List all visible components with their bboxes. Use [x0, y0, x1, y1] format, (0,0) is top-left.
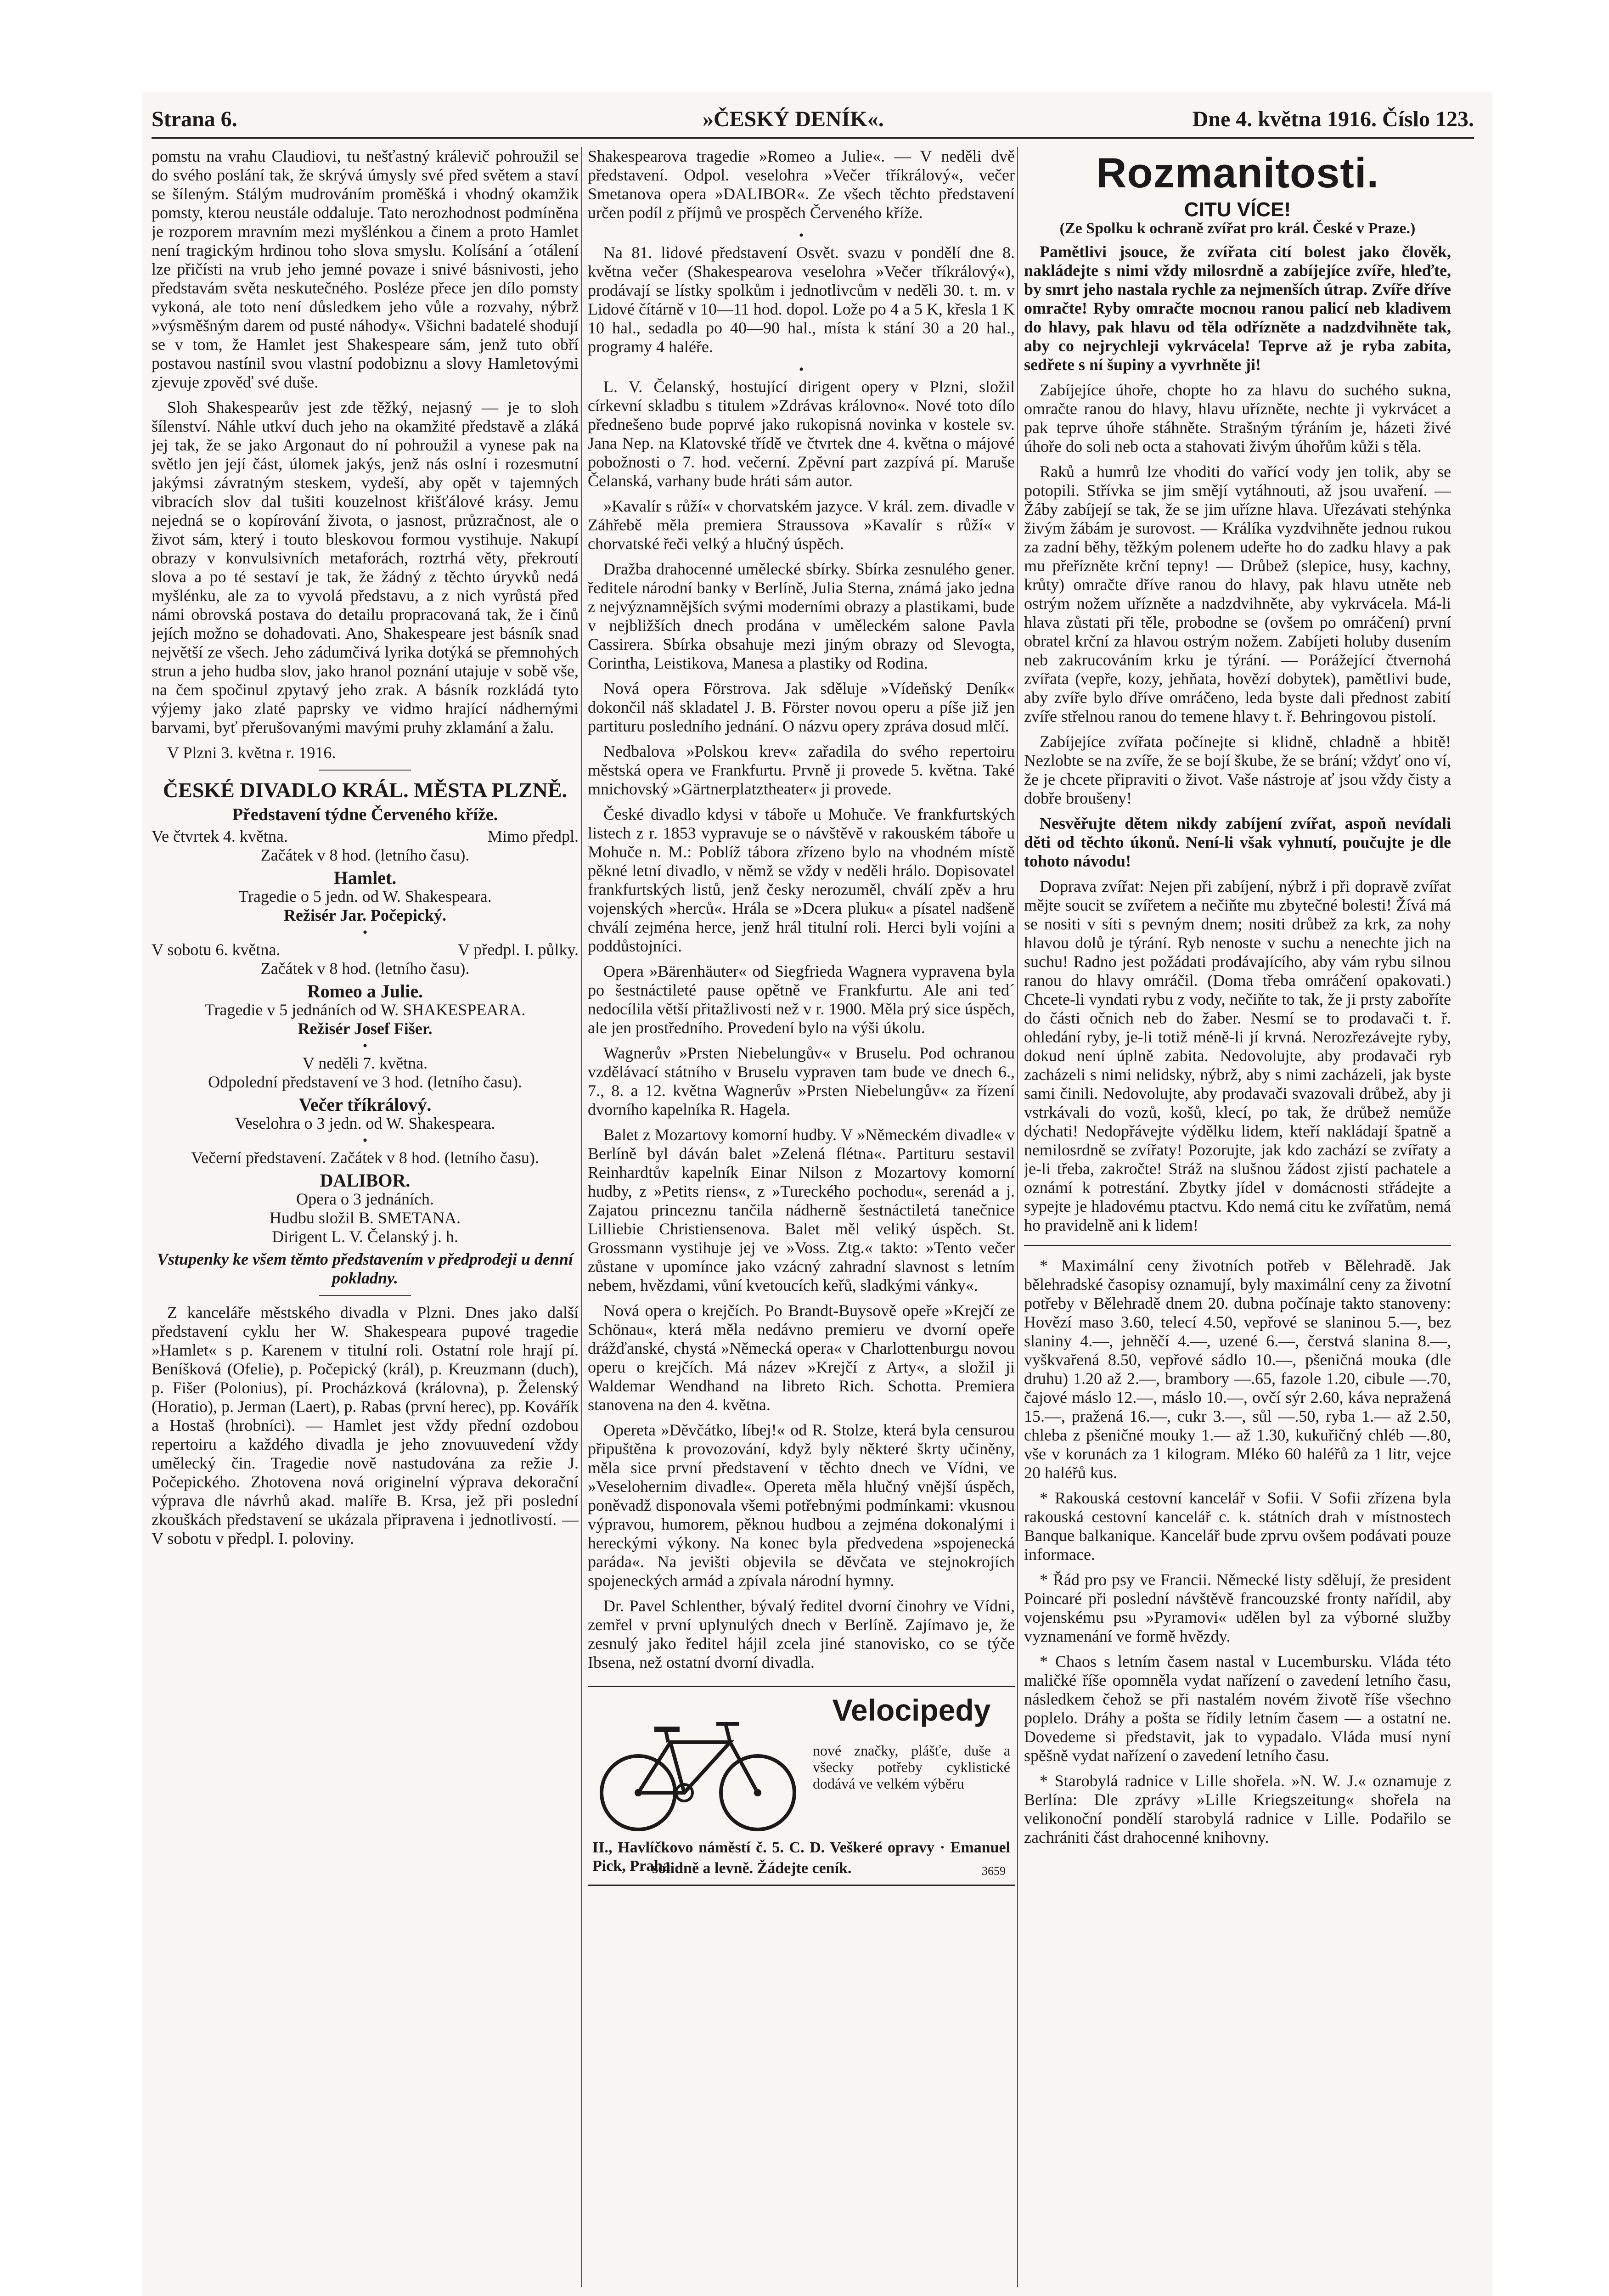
separator-dot: • — [362, 1038, 368, 1053]
program-row — [152, 827, 579, 846]
issue-date-number — [1193, 107, 1474, 132]
news-item: * Starobylá radnice v Lille shořela. »N. W. J.« oznamuje z Berlína: Dle zprávy »Lille Kriegszeitung« shořela na velikonoční pondělí starobylá radnice v Lille. Podařilo se zachrániti část drahocenné knihovny. — [1024, 1772, 1451, 1846]
divider — [1024, 1245, 1451, 1246]
play-description: Veselohra o 3 jedn. od W. Shakespeara. — [235, 1114, 495, 1132]
news-item: * Řád pro psy ve Francii. Německé listy sdělují, že president Poincaré při poslední návštěvě francouzské fronty nařídil, aby vojenskému psu »Pyramovi« udělen byl za výborné služby vyznamenání ve formě hvězdy. — [1024, 1570, 1451, 1645]
culture-paragraph: České divadlo kdysi v táboře u Mohuče. Ve frankfurtských listech z r. 1853 vypravuje se o návštěvě v rakouském táboře u Mohuče n. M.: Poblíž tábora zřízeno bylo na vhodném místě pěkné letní divadlo, v němž se vždy v neděli hrálo. Dopisovatel frankfurtských listů, jenž česky nerozuměl, chválí zpěv a hru vojenských »herců«. Hrála se »Dcera pluku« a písatel nadšeně chválí zejména herce, jenž hrál titulní roli. Herci byli vojíni a poddůstojníci. — [588, 805, 1015, 955]
program-date: V neděli 7. května. — [302, 1054, 428, 1072]
newspaper-title: »ČESKÝ DENÍK«. — [703, 107, 884, 131]
separator-dot: • — [799, 362, 804, 377]
hamlet-essay-paragraph: pomstu na vrahu Claudiovi, tu nešťastný králevič pohroužil se do svého poslání tak, že skrývá úmysly své před světem a staví se šíleným. Stálým mudrováním proměšká i vhodný okamžik pomsty, kterou neustále oddaluje. Tato nerozhodnost podmíněna je rozporem mravním mezi myšlénkou a činem a proto Hamlet není tragickým hrdinou toho slova smyslu. Kolísání a ´otálení lze přičísti na vrub jeho jemné povaze i snivé básnivosti, jeho představám světa neskutečného. Posléze přece jen dílo pomsty vykoná, ale toto není důsledkem jeho vůle a rozvahy, nýbrž »výsměšným darem od pusté náhody«. Všichni badatelé shodují se v tom, že Hamlet jest Shakespeare sám, jenž tuto obří postavou nastínil svou vlastní podobiznu a slovy Hamletovými zjevuje zpověď své duše. — [152, 147, 579, 391]
program-time: Večerní představení. Začátek v 8 hod. (letního času). — [191, 1148, 539, 1167]
culture-paragraph: »Kavalír s růží« v chorvatském jazyce. V král. zem. divadle v Záhřebě měla premiera Straussova »Kavalír s růží« v chorvatské řeči velký a hlučný úspěch. — [588, 497, 1015, 553]
separator-dot: • — [362, 1133, 368, 1148]
ad-address: II., Havlíčkovo náměstí č. 5. C. D. Veškeré opravy · Emanuel Pick, Praha — [592, 1839, 1010, 1874]
play-title: Hamlet. — [333, 867, 397, 888]
news-item: * Rakouská cestovní kancelář v Sofii. V Sofii zřízena byla rakouská cestovní kancelář c. k. státních drah v místnostech Banque balkanique. Kancelář bude zprvu ovšem podávati pouze informace. — [1024, 1489, 1451, 1564]
ad-tagline: solidně a levně. Žádejte ceník. — [652, 1860, 852, 1877]
play-composer: Hudbu složil B. SMETANA. — [269, 1209, 461, 1227]
play-description: Tragedie o 5 jedn. od W. Shakespeara. — [238, 887, 492, 906]
culture-paragraph: Na 81. lidové představení Osvět. svazu v pondělí dne 8. května večer (Shakespearova veselohra »Večer tříkrálový«), prodávají se lístky spolkům i jednotlivcům v neděli 30. t. m. v Lidové čítárně v 10—11 hod. dopol. Lože po 4 a 5 K, křesla 1 K 10 hal., sedadla po 40—90 hal., místa k stání 30 a 20 hal., programy 4 haléře. — [588, 243, 1015, 356]
play-director: Režisér Josef Fišer. — [298, 1019, 433, 1038]
column-2 — [588, 147, 1015, 2287]
program-row — [152, 940, 579, 959]
culture-paragraph: Shakespearova tragedie »Romeo a Julie«. — V neděli dvě představení. Odpol. veselohra »Večer tříkrálový«, večer Smetanova opera »DALIBOR«. Ze všech těchto představení určen podíl z příjmů ve prospěch Červeného kříže. — [588, 147, 1015, 222]
tickets-note: Vstupenky ke všem těmto představením v předprodeji u denní pokladny. — [157, 1250, 573, 1287]
velocipede-advertisement — [588, 1686, 1015, 1886]
play-director: Režisér Jar. Počepický. — [284, 906, 446, 924]
theater-office-paragraph: Z kanceláře městského divadla v Plzni. Dnes jako další představení cyklu her W. Shakespeara pupové tragedie »Hamlet« s p. Karenem v titulní roli. Ostatní role hrají pí. Beníšková (Ofelie), p. Počepický (král), p. Kreuzmann (duch), p. Fišer (Polonius), pí. Procházková (královna), p. Želenský (Horatio), p. Jerman (Laert), p. Rabas (první herec), pp. Kovářík a Hostaš (hrobníci). — Hamlet jest vždy přední ozdobou repertoiru a každého divadla je jeho znovuuvedení vždy umělecký čin. Tragedie nově nastudována za režie J. Počepického. Zhotovena nová originelní výprava dekorační výprava dle návrhů akad. malíře B. Krsa, jež při poslední zkouškách představení se ukázala připravena i jednotlivostí. — V sobotu v předpl. I. poloviny. — [152, 1303, 579, 1548]
program-subscription: V předpl. I. půlky. — [458, 940, 579, 959]
divider — [319, 770, 411, 771]
theater-heading: ČESKÉ DIVADLO KRÁL. MĚSTA PLZNĚ. — [163, 778, 568, 802]
column-separator — [581, 147, 582, 2287]
animal-care-paragraph: Doprava zvířat: Nejen při zabíjení, nýbrž i při dopravě zvířat mějte soucit se zvířetem a nečiňte mu zbytečné bolesti! Žívá má se nositi v síti s pevným dnem; nositi drůbež za krk, za nohy hlavou dolů je týrání. Ryb nenoste v suchu a nenechte jich na suchu! Radno jest požádati prodávajícího, aby vám rybu silnou ranou do hlavy omráčil. (Doma třeba omráčení opakovati.) Chcete-li vyndati rybu z vody, nečiňte to tak, že ji prsty zaboříte do části očnich neb do žaber. Nesmí se to prodavači t. ř. ohledání ryby, je-li totiž méně-li jí krvná. Nerozřezávejte ryby, dokud není úplně zabita. Nedovolujte, aby prodavači ryb zacházeli s nimi nelidsky, nýbrž, aby s nimi zacházeli, jak byste sami činili. Nedovolujte, aby prodavači svazovali drůbež, aby ji vstrkávali do vozů, košů, klecí, po tak, že drůbež nemůže dýchati! Nedopřávejte výdělku lidem, kteří nakládají špatně a nemilosrdně se zvířaty! Pozorujte, jak kdo zachází se zvířaty a je-li třeba, zakročte! Stráž na slušnou žádost zjistí pachatele a oznámí k potrestání. Zbytky jídel v domácnosti střádejte a sypejte je hladovému ptactvu. Kdo nemá citu ke zvířatům, nemá ho pravidelně ani k lidem! — [1024, 877, 1451, 1234]
hamlet-essay-paragraph: Sloh Shakespearův jest zde těžký, nejasný — je to sloh šílenství. Náhle utkví duch jeho na okamžité představě a zláká jej tak, že se jako Argonaut do ní pohroužil a vynese pak na světlo jen její část, úlomek jakýs, jenž nás oslní i rozesmutní jakýmsi závratným steskem, vydeší, aby opět v tajemných vibracích slov dal tušiti kouzelnost křišťálové krásy. Jemu nejedná se o kopírování života, o jasnost, průzračnost, ale o život sám, který i touto bleskovou formou vystihuje. Nakupí obrazy v konvulsivních metaforách, roztrhá věty, překroutí slova a po té sestaví je tak, že žádný z těchto úryvků nedá myšlénku, ale za to vyvolá představu, a z nich vyrůstá před námi obrovská postava do detailu propracovaná tak, že i činů jejích možno se dohadovati. Ano, Shakespeare jest básník snad největší ze všech. Jeho zádumčivá lyrika dotýká se přemnohých strun a jeho hudba slov, jako hranol poznání utajuje v sobě vše, na čem spočinul zpytavý jeho zrak. A básník rozkládá tyto výjemy jako zlaté paprsky ve vidmo hrající nádhernými barvami, byť přerušovanými mavými pruhy zklamání a žalu. — [152, 398, 579, 737]
bicycle-icon — [592, 1705, 804, 1834]
column-1 — [152, 147, 579, 2287]
culture-paragraph: Opereta »Děvčátko, líbej!« od R. Stolze, která byla censurou připuštěna k provozování, když byly některé škrty učiněny, měla sice první představení v těchto dnech ve Vídni, ve »Veselohernim divadle«. Opereta měla hlučný vnější úspěch, poněvadž disponovala všemi potřebnými podmínkami: vkusnou výpravou, humorem, pěknou hudbou a zejména dokonalými i hereckými výkony. Na konec byla předvedena »spojenecká paráda«. Na jevišti objevila se děvčata ve stejnokrojích spojeneckých armád a zpívala národní hymny. — [588, 1421, 1015, 1590]
article-title: CITU VÍCE! — [1184, 198, 1291, 221]
ad-firm: Emanuel Pick, Praha — [592, 1839, 1010, 1874]
animal-care-paragraph: Zabíjejíce zvířata počínejte si klidně, chladně a hbitě! Nezlobte se na zvíře, že se bojí škube, že se brání; vždyť ono ví, že je chcete připraviti o život. Vaše nástroje ať jsou vždy čisty a dobře broušeny! — [1024, 732, 1451, 807]
culture-paragraph: Nová opera o krejčích. Po Brandt-Buysově opeře »Krejčí ze Schönau«, která měla nedávno premieru ve dvorní opeře drážďanské, chystá »Německá opera« v Charlottenburgu novou operu o krejčích. Má název »Krejčí z Arty«, a složil ji Waldemar Wendhand na libreto Rich. Schotta. Premiera stanovena na den 4. května. — [588, 1301, 1015, 1414]
play-description: Opera o 3 jednáních. — [296, 1190, 434, 1208]
animal-care-paragraph: Zabíjejíce úhoře, chopte ho za hlavu do suchého sukna, omračte ranou do hlavy, hlavu uřízněte, nechte ji vykrvácet a pak teprve úhoře stáhněte. Strašným týráním je, házeti živé úhoře do soli neb octa a stahovati živým úhořům kůži s těla. — [1024, 381, 1451, 456]
issue-number: Číslo 123. — [1382, 107, 1474, 131]
play-title: Romeo a Julie. — [307, 981, 423, 1002]
animal-care-paragraph: Nesvěřujte dětem nikdy zabíjení zvířat, aspoň nevídali děti od těchto úkonů. Není-li však vyhnutí, poučujte je dle tohoto návodu! — [1024, 814, 1451, 870]
program-time: Odpolední představení ve 3 hod. (letního času). — [208, 1073, 522, 1091]
separator-dot: • — [799, 228, 804, 243]
play-title: Večer tříkrálový. — [298, 1094, 432, 1115]
article-source: (Ze Spolku k ochraně zvířat pro král. České v Praze.) — [1059, 220, 1416, 237]
page-header — [152, 107, 1474, 139]
essay-signature: V Plzni 3. května r. 1916. — [167, 743, 336, 762]
divider — [319, 1295, 411, 1296]
issue-date: Dne 4. května 1916. — [1192, 107, 1377, 131]
culture-paragraph: Balet z Mozartovy komorní hudby. V »Německém divadle« v Berlíně byl dáván balet »Zelená flétna«. Partituru sestavil Reinhardtův kapelník Einar Nilson z Mozartovy komorní hudby, z »Petits riens«, z »Tureckého pochodu«, serenád a j. Zajatou princeznu tančila nádherně šestnáctiletá tanečnice Lilliebie Christiensenova. Balet měl veliký úspěch. St. Grossmann vystihuje jej ve »Voss. Ztg.« takto: »Tento večer zůstane v upomínce jako vzácný zahradní slavnost s letním nebem, hvězdami, vůní kvetoucích keřů, sladkými vánky«. — [588, 1125, 1015, 1294]
culture-paragraph: Nedbalova »Polskou krev« zařadila do svého repertoiru městská opera ve Frankfurtu. Prvně ji provede 5. května. Také mnichovský »Gärtnerplatztheater« ji provede. — [588, 742, 1015, 798]
program-time: Začátek v 8 hod. (letního času). — [260, 846, 470, 864]
column-separator — [1017, 147, 1018, 2287]
news-item: * Chaos s letním časem nastal v Lucembursku. Vláda této maličké říše opomněla vydat nařízení o zavedení letního času, následkem čehož se při nastalém novém životě říše všechno poplelo. Dráhy a pošta se řídily letním časem — a ostatní ne. Dovedeme si představit, jak to vypadalo. Vláda musí nyní spěšně vydat nařízení o zavedení letního času. — [1024, 1652, 1451, 1765]
culture-paragraph: Nová opera Förstrova. Jak sděluje »Vídeňský Deník« dokončil náš skladatel J. B. Förster novou operu a píše již jen partituru posledního jednání. O názvu opery zpráva dosud mlčí. — [588, 679, 1015, 735]
program-date: V sobotu 6. května. — [152, 940, 281, 959]
culture-paragraph: Dražba drahocenné umělecké sbírky. Sbírka zesnulého gener. ředitele národní banky v Berlíně, Julia Sterna, známá jako jedna z nejvýznamnějších svými moderními obrazy a plastikami, bude v nejbližších dnech prodána v uměleckém salone Pavla Cassirera. Sbírka obsahuje mezi jiným obrazy od Slevogta, Corintha, Leistikova, Manesa a plastiky od Rodina. — [588, 560, 1015, 672]
play-conductor: Dirigent L. V. Čelanský j. h. — [272, 1227, 458, 1246]
animal-care-paragraph: Raků a humrů lze vhoditi do vařící vody jen tolik, aby se potopili. Střívka se jim smějí vytáhnouti, až jsou uvaření. — Žáby zabíjejí se tak, že se jim uřízne hlava. Uřezávati stehýnka živým žábám je surovost. — Králíka vyzdvihněte jednou rukou za zadní běhy, těžkým polenem udeřte ho do zadku hlavy a pak mu přeřízněte krční tepny! — Drůbež (slepice, husy, kachny, krůty) omračte dříve ranou do hlavy, pak hlavu utněte neb ostrým nožem uřízněte a nadzdvihněte, aby vykrvácela. Má-li hlava zůstati při těle, probodne se (ovšem po omráčení) první obratel krční za hlavou ostrým nožem. Zabíjeti holuby dusením neb zakrucováním krku je týrání. — Porážející čtvernohá zvířata (vepře, kozy, jehňata, hovězí dobytek), pamětlivi bude, aby zvíře bylo dříve omráčeno, leda byste dali přednost zabití zvíře střelnou ranou do temene hlavy t. ř. Behringovou pistolí. — [1024, 462, 1451, 726]
program-subscription: Mimo předpl. — [488, 827, 579, 845]
program-time: Začátek v 8 hod. (letního času). — [260, 959, 470, 978]
culture-paragraph: Dr. Pavel Schlenther, bývalý ředitel dvorní činohry ve Vídni, zemřel v první uplynulých dnech v Berlíně. Zajímavo je, že zesnulý jako ředitel hájil zcela jiné stanovisko, co se týče Ibsena, než ostatní dvorní divadla. — [588, 1597, 1015, 1671]
news-item: * Maximální ceny životních potřeb v Bělehradě. Jak bělehradské časopisy oznamují, byly maximální ceny za životní potřeby v Bělehradě dnem 20. dubna počínaje takto stanoveny: Hovězí maso 3.60, telecí 4.50, vepřové se slaninou 5.—, bez slaniny 4.—, jehněčí 4.—, uzené 6.—, čerstvá slanina 8.—, vyškvařená 8.50, vepřové sádlo 10.—, pšeničná mouka (dle druhu) 1.20 až 2.—, brambory —.65, fazole 1.20, cibule —.70, čajové máslo 12.—, máslo 10.—, ovčí sýr 2.60, káva nepražená 15.—, pražená 16.—, cukr 3.—, sůl —.50, ryba 1.— až 2.50, chleba z pšeničné mouky 1.— až 1.30, kukuřičný chléb —.80, vše v korunách za 1 kilogram. Mléko 60 haléřů za 1 litr, vejce 20 haléřů kus. — [1024, 1256, 1451, 1482]
ad-text: nové značky, plášťe, duše a všecky potřeby cyklistické dodává ve velkém výběru — [813, 1742, 1010, 1792]
header-rule — [152, 137, 1474, 139]
column-3 — [1024, 147, 1451, 2287]
animal-care-paragraph: Pamětlivi jsouce, že zvířata cití bolest jako člověk, nakládejte s nimi vždy milosrdně a zabíjejíce zvíře, hleďte, by smrt jeho nastala rychle za nejmenších útrap. Zvíře dříve omračte! Ryby omračte mocnou ranou palicí neb kladivem do hlavy, pak hlavu od těla odřízněte a nadzdvihněte tak, aby co nejrychleji vykrvácela! Teprve až je ryba zabita, sedřete s ní šupiny a vyvrhněte ji! — [1024, 242, 1451, 374]
ad-number: 3659 — [982, 1864, 1006, 1878]
culture-paragraph: Wagnerův »Prsten Niebelungův« v Bruselu. Pod ochranou vzdělávací státního v Bruselu vypraven tam bude ve dnech 6., 7., 8. a 12. května Wagnerův »Prsten Niebelungův« za řízení dvorního kapelníka R. Hagela. — [588, 1044, 1015, 1119]
week-heading: Představení týdne Červeného kříže. — [232, 805, 498, 824]
program-date: Ve čtvrtek 4. května. — [152, 827, 288, 845]
ad-title: Velocipedy — [832, 1693, 991, 1727]
culture-paragraph: L. V. Čelanský, hostující dirigent opery v Plzni, složil církevní skladbu s titulem »Zdrávas královno«. Nové toto dílo přednešeno bude poprvé jako rukopisná novinka v kostele sv. Jana Nep. na Klatovské třídě ve čtvrtek dne 4. května o májové pobožnosti o 7. hod. večerní. Zpěvní part zazpívá pí. Maruše Čelanská, varhany bude hráti sám autor. — [588, 377, 1015, 490]
section-title: Rozmanitosti. — [1096, 150, 1379, 197]
culture-paragraph: Opera »Bärenhäuter« od Siegfrieda Wagnera vypravena byla po šestnáctileté pause opětně ve Frankfurtu. Ale ani ted´ nedocílila větší přitažlivosti než v r. 1900. Měla prý sice úspěch, ale jen prostředního. Provedení bylo na výši úkolu. — [588, 962, 1015, 1037]
separator-dot: • — [362, 925, 368, 940]
ad-address-line: II., Havlíčkovo náměstí č. 5. C. D. Veškeré opravy — [592, 1839, 934, 1856]
page-number: Strana 6. — [152, 107, 237, 131]
play-title: DALIBOR. — [320, 1170, 411, 1191]
play-description: Tragedie v 5 jednáních od W. SHAKESPEARA. — [204, 1001, 526, 1019]
